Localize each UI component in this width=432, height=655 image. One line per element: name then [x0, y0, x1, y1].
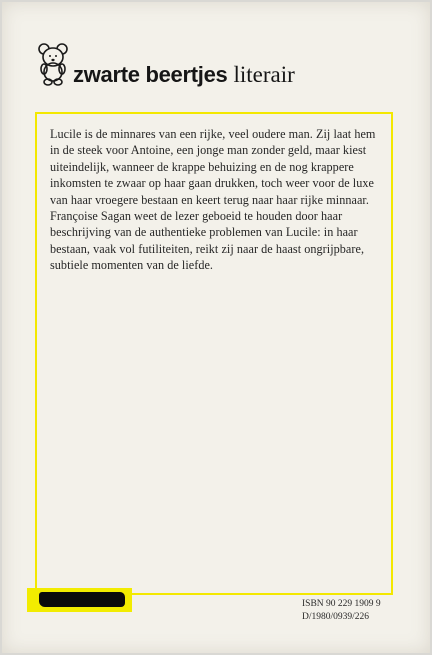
back-cover: [2, 2, 430, 653]
bear-icon: [36, 40, 70, 86]
publisher-brand: [36, 38, 295, 86]
isbn-block: [302, 598, 381, 624]
brand-name: zwarte beertjes: [73, 62, 228, 87]
isbn-number: ISBN 90 229 1909 9: [302, 599, 381, 609]
redaction-mark: [39, 592, 125, 607]
registration-number: D/1980/0939/226: [302, 612, 370, 622]
series-name: literair: [233, 62, 295, 87]
book-blurb: Lucile is de minnares van een rijke, veel oudere man. Zij laat hem in de steek voor Antoine, een jonge man zonder geld, maar kiest uiteindelijk, wanneer de krappe behuizing en de nog krappere inkomsten te zwaar op haar gaan drukken, toch weer voor de luxe van haar vroegere bestaan en keert terug naar haar rijke minnaar. Françoise Sagan weet de lezer geboeid te houden door haar beschrijving van de authentieke problemen van Lucile: in haar bestaan, vaak vol futiliteiten, reikt zij naar de haast ongrijpbare, subtiele momenten van de liefde.: [50, 127, 376, 273]
